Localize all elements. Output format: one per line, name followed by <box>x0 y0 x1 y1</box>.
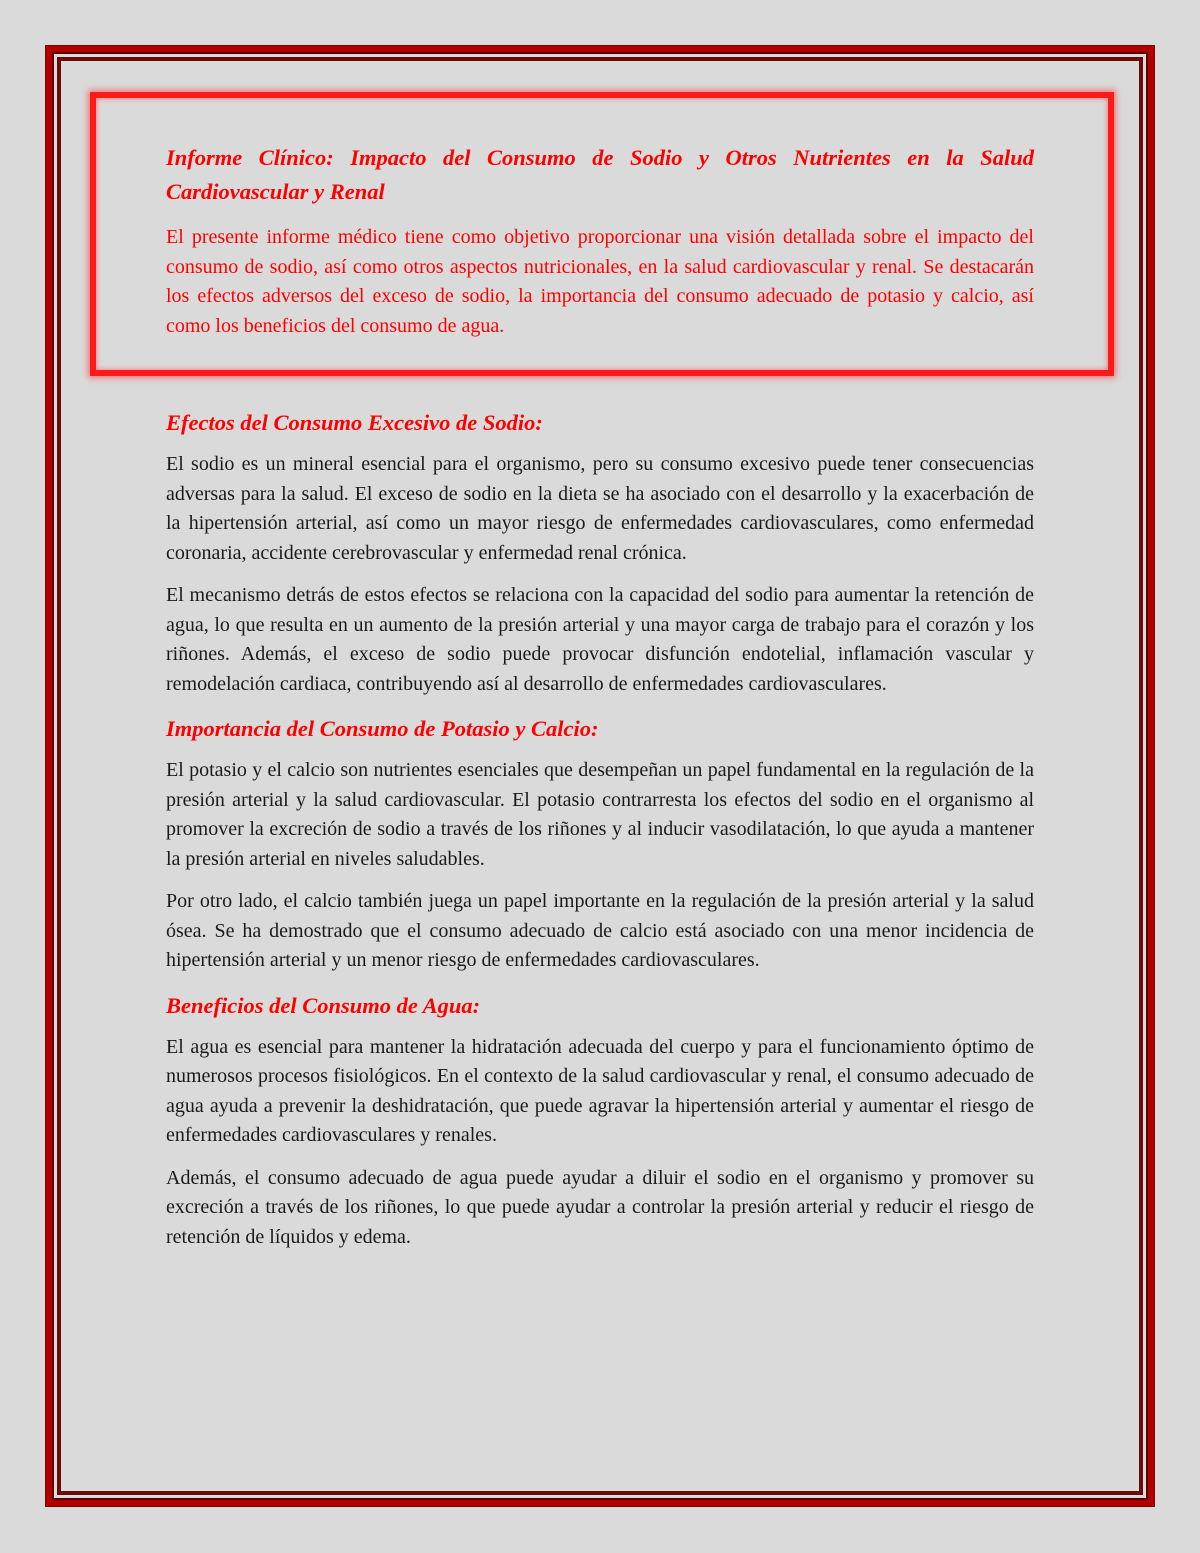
report-title: Informe Clínico: Impacto del Consumo de Sodio y Otros Nutrientes en la Salud Cardiovascular y Renal <box>166 145 1034 204</box>
section-paragraph: El mecanismo detrás de estos efectos se relaciona con la capacidad del sodio para aumentar la retención de agua, lo que resulta en un aumento de la presión arterial y una mayor carga de trabajo para el corazón y los riñones. Además, el exceso de sodio puede provocar disfunción endotelial, inflamación vascular y remodelación cardiaca, contribuyendo así al desarrollo de enfermedades cardiovasculares. <box>166 584 1034 695</box>
section-sodium-effects <box>166 406 1034 699</box>
report-body <box>166 406 1034 1265</box>
section-paragraph: El sodio es un mineral esencial para el organismo, pero su consumo excesivo puede tener consecuencias adversas para la salud. El exceso de sodio en la dieta se ha asociado con el desarrollo y la exacerbación de la hipertensión arterial, así como un mayor riesgo de enfermedades cardiovasculares, como enfermedad coronaria, accidente cerebrovascular y enfermedad renal crónica. <box>166 453 1034 564</box>
section-potassium-calcium <box>166 712 1034 976</box>
section-paragraph: El potasio y el calcio son nutrientes esenciales que desempeñan un papel fundamental en la regulación de la presión arterial y la salud cardiovascular. El potasio contrarresta los efectos del sodio en el organismo al promover la excreción de sodio a través de los riñones y al inducir vasodilatación, lo que ayuda a mantener la presión arterial en niveles saludables. <box>166 759 1034 870</box>
section-heading: Importancia del Consumo de Potasio y Calcio: <box>166 716 599 741</box>
section-water-benefits <box>166 989 1034 1253</box>
section-heading: Beneficios del Consumo de Agua: <box>166 992 481 1018</box>
intro-paragraph: El presente informe médico tiene como objetivo proporcionar una visión detallada sobre el impacto del consumo de sodio, así como otros aspectos nutricionales, en la salud cardiovascular y renal. Se destacarán los efectos adversos del exceso de sodio, la importancia del consumo adecuado de potasio y calcio, así como los beneficios del consumo de agua. <box>166 226 1034 337</box>
section-heading: Efectos del Consumo Excesivo de Sodio: <box>166 410 543 435</box>
section-paragraph: Por otro lado, el calcio también juega un papel importante en la regulación de la presión arterial y la salud ósea. Se ha demostrado que el consumo adecuado de calcio está asociado con una menor incidencia de hipertensión arterial y un menor riesgo de enfermedades cardiovasculares. <box>166 890 1034 971</box>
section-paragraph: Además, el consumo adecuado de agua puede ayudar a diluir el sodio en el organismo y promover su excreción a través de los riñones, lo que puede ayudar a controlar la presión arterial y reducir el riesgo de retención de líquidos y edema. <box>166 1166 1034 1248</box>
section-paragraph: El agua es esencial para mantener la hidratación adecuada del cuerpo y para el funcionamiento óptimo de numerosos procesos fisiológicos. En el contexto de la salud cardiovascular y renal, el consumo adecuado de agua ayuda a prevenir la deshidratación, que puede agravar la hipertensión arterial y aumentar el riesgo de enfermedades cardiovasculares y renales. <box>166 1035 1034 1146</box>
